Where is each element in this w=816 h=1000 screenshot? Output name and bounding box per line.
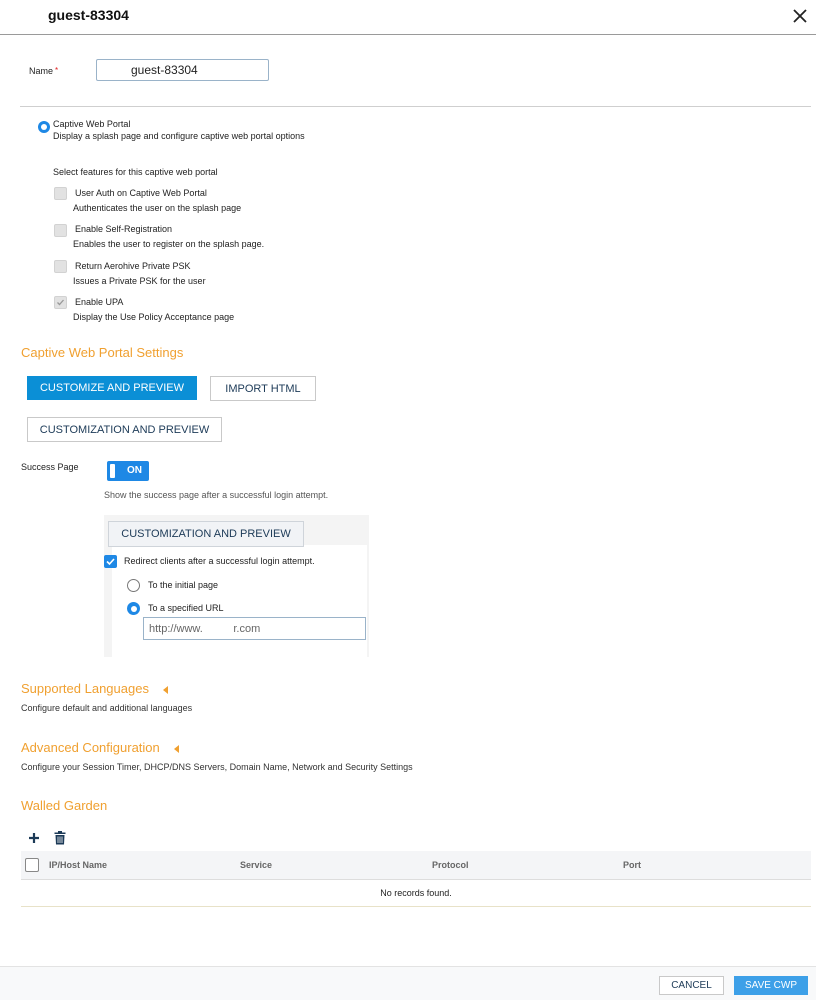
private-psk-description: Issues a Private PSK for the user [73, 276, 206, 286]
name-input[interactable] [96, 59, 269, 81]
success-customization-preview-button[interactable]: CUSTOMIZATION AND PREVIEW [108, 521, 304, 547]
checkmark-icon [104, 555, 117, 568]
dialog-title: guest-83304 [48, 7, 129, 23]
walled-garden-title: Walled Garden [21, 798, 108, 813]
specified-url-input[interactable] [143, 617, 366, 640]
success-page-description: Show the success page after a successful login attempt. [104, 490, 329, 500]
close-icon[interactable] [792, 8, 808, 24]
self-registration-description: Enables the user to register on the splash page. [73, 239, 265, 249]
toggle-knob [110, 464, 115, 478]
enable-upa-description: Display the Use Policy Acceptance page [73, 312, 235, 322]
section-divider [20, 106, 811, 107]
private-psk-label: Return Aerohive Private PSK [75, 261, 191, 271]
specified-url-radio[interactable] [127, 602, 140, 615]
features-heading: Select features for this captive web portal [53, 167, 218, 177]
supported-languages-title[interactable]: Supported Languages [21, 681, 149, 696]
column-protocol[interactable]: Protocol [432, 860, 469, 870]
success-page-label: Success Page [21, 462, 79, 472]
initial-page-radio[interactable] [127, 579, 140, 592]
self-registration-checkbox[interactable] [54, 224, 67, 237]
walled-garden-table-header [21, 851, 811, 880]
captive-portal-label: Captive Web Portal [53, 119, 131, 129]
redirect-checkbox[interactable] [104, 555, 117, 568]
success-page-toggle[interactable] [107, 461, 149, 481]
import-html-button[interactable]: IMPORT HTML [210, 376, 316, 401]
user-auth-label: User Auth on Captive Web Portal [75, 188, 207, 198]
captive-portal-radio[interactable] [38, 121, 50, 133]
advanced-configuration-description: Configure your Session Timer, DHCP/DNS Servers, Domain Name, Network and Security Settings [21, 762, 413, 772]
select-all-checkbox[interactable] [25, 858, 39, 872]
checkmark-icon [55, 297, 66, 308]
supported-languages-description: Configure default and additional languages [21, 703, 193, 713]
user-auth-description: Authenticates the user on the splash page [73, 203, 242, 213]
self-registration-label: Enable Self-Registration [75, 224, 173, 234]
user-auth-checkbox[interactable] [54, 187, 67, 200]
enable-upa-checkbox[interactable] [54, 296, 67, 309]
enable-upa-label: Enable UPA [75, 297, 124, 307]
toggle-state-text: ON [127, 465, 142, 476]
customize-and-preview-button[interactable]: CUSTOMIZE AND PREVIEW [27, 376, 197, 400]
redirect-label: Redirect clients after a successful login attempt. [124, 556, 315, 566]
empty-table-message: No records found. [380, 888, 452, 898]
trash-icon[interactable] [54, 831, 66, 848]
column-service[interactable]: Service [240, 860, 273, 870]
initial-page-label: To the initial page [148, 580, 219, 590]
private-psk-checkbox[interactable] [54, 260, 67, 273]
save-cwp-button[interactable]: SAVE CWP [734, 976, 808, 995]
advanced-configuration-title[interactable]: Advanced Configuration [21, 740, 160, 755]
captive-portal-description: Display a splash page and configure captive web portal options [53, 131, 305, 141]
cancel-button[interactable]: CANCEL [659, 976, 724, 995]
name-label: Name * [29, 66, 59, 76]
customization-and-preview-button[interactable]: CUSTOMIZATION AND PREVIEW [27, 417, 222, 442]
table-bottom-border [21, 906, 811, 907]
header-divider [0, 34, 816, 35]
collapse-caret-icon[interactable] [174, 745, 179, 753]
specified-url-label: To a specified URL [148, 603, 224, 613]
column-port[interactable]: Port [623, 860, 641, 870]
cwp-settings-title: Captive Web Portal Settings [21, 345, 184, 360]
add-icon[interactable] [28, 832, 40, 847]
collapse-caret-icon[interactable] [163, 686, 168, 694]
column-ip-host[interactable]: IP/Host Name [49, 860, 108, 870]
